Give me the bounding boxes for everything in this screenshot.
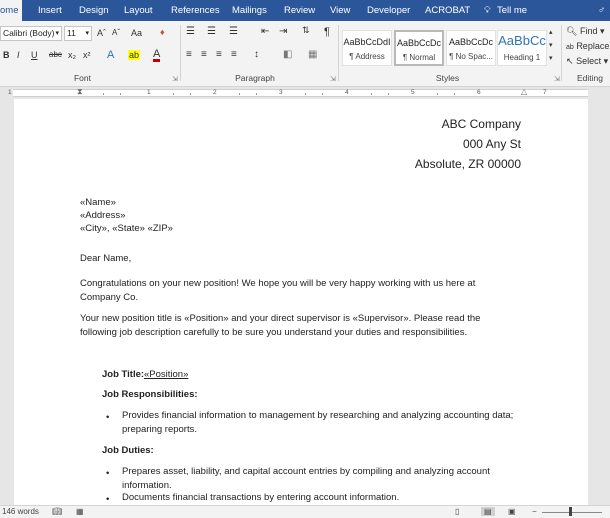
bullets-icon[interactable]: ☰ — [186, 26, 195, 37]
tab-view[interactable]: View — [330, 5, 351, 16]
zoom-out-button[interactable]: − — [532, 507, 537, 516]
paragraph-line: Your new position title is «Position» and your direct supervisor is «Supervisor». Please read the — [80, 313, 481, 324]
divider — [561, 25, 562, 81]
bullet: • — [106, 412, 110, 423]
ruler-tick — [388, 93, 389, 95]
divider — [180, 25, 181, 81]
style-name: ¶ No Spac... — [449, 52, 493, 61]
font-size-value: 11 — [67, 28, 76, 38]
responsibilities-heading: Job Responsibilities: — [102, 389, 198, 400]
lightbulb-icon: 💡︎ — [484, 5, 491, 16]
merge-field-address: «Address» — [80, 210, 126, 221]
ruler-tick — [256, 93, 257, 95]
numbering-icon[interactable]: ☰ — [207, 26, 216, 37]
align-left-icon[interactable]: ≡ — [186, 49, 192, 60]
list-item-line: Provides financial information to management by researching and analyzing accounting data; — [122, 410, 514, 421]
style-preview: AaBbCc — [498, 33, 546, 48]
ruler — [0, 87, 610, 99]
text-effects-button[interactable]: A — [107, 49, 115, 61]
paragraph-line: following job description carefully to be sure you understand your duties and responsibilities. — [80, 327, 468, 338]
ruler-number: 4 — [345, 89, 349, 96]
person-icon[interactable]: ♂ — [598, 5, 606, 16]
editing-group-label: Editing — [577, 73, 603, 83]
tab-references[interactable]: References — [171, 5, 220, 16]
clear-format-icon[interactable]: ♦ — [160, 27, 165, 37]
tab-layout[interactable]: Layout — [124, 5, 153, 16]
company-city: Absolute, ZR 00000 — [414, 157, 521, 171]
read-mode-icon[interactable]: ▯ — [455, 507, 460, 516]
tab-home[interactable]: ome — [0, 0, 22, 21]
merge-field-name: «Name» — [80, 197, 116, 208]
job-title-value: «Position» — [144, 369, 189, 380]
zoom-slider-handle[interactable] — [569, 507, 572, 516]
list-item-line: Prepares asset, liability, and capital account entries by compiling and analyzing account — [122, 466, 490, 477]
salutation: Dear Name, — [80, 253, 132, 264]
dialog-launcher-icon[interactable]: ⇲ — [330, 76, 336, 83]
underline-button[interactable]: U — [31, 50, 38, 60]
subscript-button[interactable]: x₂ — [68, 50, 76, 60]
bullet: • — [106, 468, 110, 479]
styles-more-icon[interactable]: ▾ — [549, 55, 553, 62]
vertical-scrollbar[interactable] — [592, 99, 610, 505]
justify-icon[interactable]: ≡ — [231, 49, 237, 60]
font-color-button[interactable]: A — [153, 48, 161, 60]
sort-icon[interactable]: ⇅ — [302, 25, 310, 35]
ruler-tick — [190, 93, 191, 95]
paragraph-group-label: Paragraph — [235, 73, 275, 83]
style-normal[interactable] — [394, 30, 444, 66]
font-group-label: Font — [73, 73, 91, 83]
macro-icon[interactable]: ▦ — [76, 507, 84, 516]
ruler-tick — [437, 93, 438, 95]
style-no-spacing[interactable] — [446, 30, 496, 66]
web-layout-icon[interactable]: ▣ — [508, 507, 516, 516]
search-icon: 🔍︎ — [566, 26, 578, 36]
align-center-icon[interactable]: ≡ — [201, 49, 207, 60]
style-preview: AaBbCcDc — [448, 37, 493, 47]
font-name-value: Calibri (Body) — [3, 28, 55, 38]
indent-marker-icon[interactable]: ⧗ — [77, 87, 83, 96]
grow-font-button[interactable]: Aˆ — [97, 28, 106, 38]
ruler-number: 1 — [147, 89, 151, 96]
bold-button[interactable]: B — [3, 50, 10, 60]
ruler-tick — [454, 93, 455, 95]
duties-heading: Job Duties: — [102, 445, 154, 456]
change-case-button[interactable]: Aa — [131, 28, 143, 38]
ruler-number: 2 — [213, 89, 217, 96]
tab-design[interactable]: Design — [79, 5, 109, 16]
chevron-down-icon[interactable]: ▾ — [55, 30, 59, 37]
styles-scroll-up-icon[interactable]: ▴ — [549, 29, 553, 36]
merge-field-city-state-zip: «City», «State» «ZIP» — [80, 223, 173, 234]
multilevel-list-icon[interactable]: ☰ — [229, 26, 238, 37]
ruler-number: 3 — [279, 89, 283, 96]
paragraph-line: Company Co. — [80, 292, 139, 303]
dialog-launcher-icon[interactable]: ⇲ — [554, 76, 560, 83]
line-spacing-icon[interactable]: ↕ — [254, 49, 259, 60]
ruler-tick — [103, 93, 104, 95]
find-label: Find — [579, 26, 598, 36]
ruler-tick — [371, 93, 372, 95]
style-address[interactable] — [342, 30, 392, 66]
style-preview: AaBbCcDdI — [343, 37, 391, 47]
ribbon-tabs — [0, 0, 610, 21]
job-title-label: Job Title: — [102, 369, 145, 380]
increase-indent-icon[interactable]: ⇥ — [279, 26, 288, 37]
ruler-track[interactable] — [8, 87, 588, 97]
company-street: 000 Any St — [462, 137, 521, 151]
font-name-select[interactable] — [0, 26, 62, 41]
print-layout-icon[interactable]: ▤ — [481, 507, 495, 516]
paragraph-line: Congratulations on your new position! We hope you will be very happy working with us here at — [80, 278, 476, 289]
align-right-icon[interactable]: ≡ — [216, 49, 222, 60]
ribbon — [0, 21, 610, 87]
cursor-icon: ↖ — [566, 56, 574, 66]
italic-button[interactable]: I — [17, 50, 20, 60]
tab-developer[interactable]: Developer — [367, 5, 411, 16]
list-item-line: preparing reports. — [122, 424, 197, 435]
tab-insert[interactable]: Insert — [38, 5, 62, 16]
replace-icon: ab — [566, 44, 574, 51]
ruler-number: 6 — [477, 89, 481, 96]
ruler-tick — [322, 93, 323, 95]
style-name: Heading 1 — [503, 53, 541, 62]
ruler-tick — [239, 93, 240, 95]
show-formatting-button[interactable]: ¶ — [324, 26, 330, 38]
tab-review[interactable]: Review — [284, 5, 316, 16]
replace-button[interactable] — [566, 41, 609, 51]
style-name: ¶ Address — [349, 52, 385, 61]
word-count[interactable]: 146 words — [2, 507, 39, 516]
ruler-tick — [305, 93, 306, 95]
borders-icon[interactable]: ▦ — [308, 49, 318, 60]
list-item-line: Documents financial transactions by entering account information. — [122, 492, 400, 503]
shading-icon[interactable]: ◧ — [283, 49, 293, 60]
bullet: • — [106, 494, 110, 505]
styles-group-label: Styles — [435, 73, 460, 83]
shrink-font-button[interactable]: Aˇ — [112, 28, 120, 37]
ruler-number: 5 — [411, 89, 415, 96]
ruler-number: 1 — [8, 89, 12, 96]
ruler-tick — [120, 93, 121, 95]
style-name: ¶ Normal — [402, 53, 436, 62]
style-preview: AaBbCcDc — [396, 38, 441, 48]
document-page[interactable] — [14, 99, 588, 505]
proofing-icon[interactable]: 📖︎ — [52, 507, 63, 516]
divider — [338, 25, 339, 81]
chevron-down-icon[interactable]: ▾ — [85, 30, 89, 37]
styles-scroll-down-icon[interactable]: ▾ — [549, 42, 553, 49]
select-button[interactable]: ↖ Select ▾ — [566, 56, 609, 66]
font-size-select[interactable] — [64, 26, 92, 41]
strikethrough-button[interactable]: abc — [49, 50, 62, 59]
tab-mailings[interactable]: Mailings — [232, 5, 267, 16]
highlight-button[interactable]: ab — [129, 50, 140, 60]
find-button[interactable]: 🔍︎ Find ▾ — [566, 26, 605, 36]
status-bar — [0, 505, 610, 518]
decrease-indent-icon[interactable]: ⇤ — [261, 26, 270, 37]
tell-me-search[interactable]: Tell me — [497, 5, 528, 16]
dialog-launcher-icon[interactable]: ⇲ — [172, 76, 178, 83]
ruler-tick — [173, 93, 174, 95]
zoom-slider[interactable] — [542, 512, 602, 513]
ruler-number: 7 — [543, 89, 547, 96]
select-label: Select — [576, 56, 602, 66]
right-indent-marker-icon[interactable]: △ — [521, 87, 528, 96]
style-heading-1[interactable] — [497, 30, 547, 66]
tab-acrobat[interactable]: ACROBAT — [425, 5, 471, 16]
list-item-line: information. — [122, 480, 172, 491]
replace-label: Replace — [576, 41, 610, 51]
company-name: ABC Company — [441, 117, 521, 131]
superscript-button[interactable]: x² — [83, 50, 91, 60]
